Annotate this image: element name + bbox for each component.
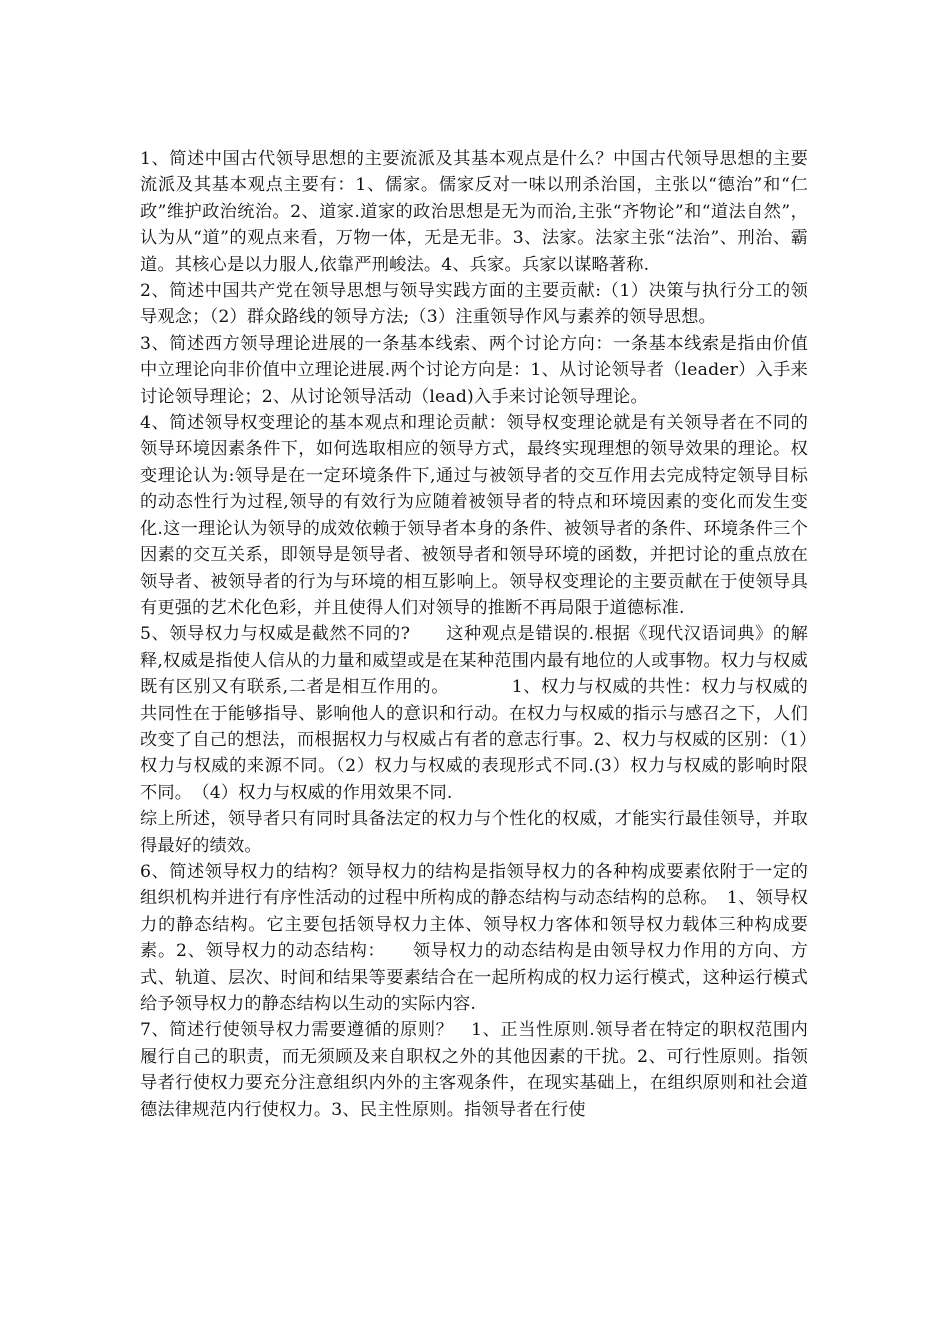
paragraph-2: 2、简述中国共产党在领导思想与领导实践方面的主要贡献:（1）决策与执行分工的领导观念；（2）群众路线的领导方法;（3）注重领导作风与素养的领导思想。 [140,281,808,328]
paragraph-6: 6、简述领导权力的结构？领导权力的结构是指领导权力的各种构成要素依附于一定的组织机构并进行有序性活动的过程中所构成的静态结构与动态结构的总称。 1、领导权力的静态结构。它主要包括领导权力主体、领导权力客体和领导权力载体三种构成要素。2、领导权力的动态结构： 领导权力的动态结构是由领导权力作用的方向、方式、轨道、层次、时间和结果等要素结合在一起所构成的权力运行模式，这种运行模式给予领导权力的静态结构以生动的实际内容. [140,861,808,1014]
paragraph-7: 7、简述行使领导权力需要遵循的原则？ 1、正当性原则.领导者在特定的职权范围内履行自己的职责，而无须顾及来自职权之外的其他因素的干扰。2、可行性原则。指领导者行使权力要充分注意组织内外的主客观条件，在现实基础上，在组织原则和社会道德法律规范内行使权力。3、民主性原则。指领导者在行使 [140,1020,808,1120]
document-body [140,146,808,1123]
paragraph-3: 3、简述西方领导理论进展的一条基本线索、两个讨论方向：一条基本线索是指由价值中立理论向非价值中立理论进展.两个讨论方向是：1、从讨论领导者（leader）入手来讨论领导理论；2、从讨论领导活动（lead)入手来讨论领导理论。 [140,333,808,407]
paragraph-5: 5、领导权力与权威是截然不同的? 这种观点是错误的.根据《现代汉语词典》的解释,权威是指使人信从的力量和威望或是在某种范围内最有地位的人或事物。权力与权威既有区别又有联系,二者是相互作用的。 1、权力与权威的共性：权力与权威的共同性在于能够指导、影响他人的意识和行动。在权力与权威的指示与感召之下，人们改变了自己的想法，而根据权力与权威占有者的意志行事。2、权力与权威的区别：（1）权力与权威的来源不同。（2）权力与权威的表现形式不同.(3）权力与权威的影响时限不同。 （4）权力与权威的作用效果不同. [140,624,808,803]
paragraph-summary: 综上所述，领导者只有同时具备法定的权力与个性化的权威，才能实行最佳领导，并取得最好的绩效。 [140,809,808,856]
paragraph-4: 4、简述领导权变理论的基本观点和理论贡献：领导权变理论就是有关领导者在不同的领导环境因素条件下，如何选取相应的领导方式，最终实现理想的领导效果的理论。权变理论认为:领导是在一定环境条件下,通过与被领导者的交互作用去完成特定领导目标的动态性行为过程,领导的有效行为应随着被领导者的特点和环境因素的变化而发生变化.这一理论认为领导的成效依赖于领导者本身的条件、被领导者的条件、环境条件三个因素的交互关系，即领导是领导者、被领导者和领导环境的函数，并把讨论的重点放在领导者、被领导者的行为与环境的相互影响上。领导权变理论的主要贡献在于使领导具有更强的艺术化色彩，并且使得人们对领导的推断不再局限于道德标准. [140,413,808,618]
paragraph-1: 1、简述中国古代领导思想的主要流派及其基本观点是什么？中国古代领导思想的主要流派及其基本观点主要有：1、儒家。儒家反对一味以刑杀治国，主张以“德治”和“仁政”维护政治统治。2、道家.道家的政治思想是无为而治,主张“齐物论”和“道法自然”，认为从“道”的观点来看，万物一体，无是无非。3、法家。法家主张“法治”、刑治、霸道。其核心是以力服人,依靠严刑峻法。4、兵家。兵家以谋略著称. [140,149,808,275]
